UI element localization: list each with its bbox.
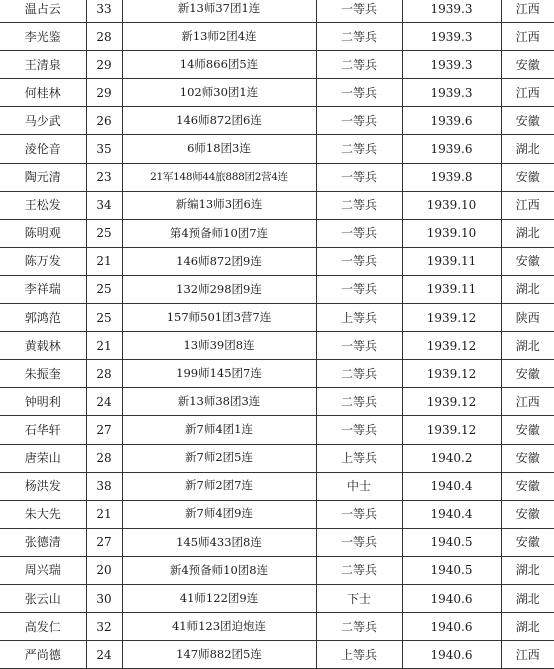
unit-cell: 14师866团5连 — [122, 51, 316, 79]
unit-cell: 157师501团3营7连 — [122, 304, 316, 332]
rank-cell: 二等兵 — [316, 23, 402, 51]
origin-cell: 江西 — [501, 0, 554, 23]
date-cell: 1939.3 — [402, 23, 501, 51]
rank-cell: 二等兵 — [316, 556, 402, 584]
origin-cell: 安徽 — [501, 51, 554, 79]
table-row — [0, 23, 554, 51]
unit-cell: 第4预备师10团7连 — [122, 219, 316, 247]
age-cell: 38 — [86, 472, 122, 500]
date-cell: 1939.12 — [402, 388, 501, 416]
table-row — [0, 556, 554, 584]
date-cell: 1939.11 — [402, 275, 501, 303]
age-cell: 33 — [86, 0, 122, 23]
date-cell: 1940.4 — [402, 500, 501, 528]
origin-cell: 安徽 — [501, 360, 554, 388]
rank-cell: 一等兵 — [316, 416, 402, 444]
date-cell: 1939.10 — [402, 191, 501, 219]
origin-cell: 安徽 — [501, 472, 554, 500]
date-cell: 1939.3 — [402, 0, 501, 23]
table-row — [0, 135, 554, 163]
origin-cell: 湖北 — [501, 135, 554, 163]
name-cell: 温占云 — [0, 0, 86, 23]
origin-cell: 湖北 — [501, 584, 554, 612]
age-cell: 28 — [86, 23, 122, 51]
unit-cell: 新13师2团4连 — [122, 23, 316, 51]
rank-cell: 一等兵 — [316, 500, 402, 528]
name-cell: 石华轩 — [0, 416, 86, 444]
date-cell: 1939.12 — [402, 332, 501, 360]
table-row — [0, 163, 554, 191]
origin-cell: 安徽 — [501, 247, 554, 275]
unit-cell: 146师872团6连 — [122, 107, 316, 135]
unit-cell: 102师30团1连 — [122, 79, 316, 107]
age-cell: 25 — [86, 219, 122, 247]
name-cell: 李祥瑞 — [0, 275, 86, 303]
name-cell: 淩伦音 — [0, 135, 86, 163]
origin-cell: 湖北 — [501, 556, 554, 584]
unit-cell: 新7师2团7连 — [122, 472, 316, 500]
name-cell: 王清泉 — [0, 51, 86, 79]
name-cell: 朱大先 — [0, 500, 86, 528]
age-cell: 24 — [86, 388, 122, 416]
date-cell: 1939.3 — [402, 79, 501, 107]
name-cell: 钟明利 — [0, 388, 86, 416]
table-row — [0, 584, 554, 612]
origin-cell: 陕西 — [501, 304, 554, 332]
rank-cell: 二等兵 — [316, 51, 402, 79]
name-cell: 郭鸿范 — [0, 304, 86, 332]
unit-cell: 6师18团3连 — [122, 135, 316, 163]
name-cell: 杨洪发 — [0, 472, 86, 500]
table-row — [0, 500, 554, 528]
table-row — [0, 388, 554, 416]
rank-cell: 一等兵 — [316, 219, 402, 247]
unit-cell: 新7师4团1连 — [122, 416, 316, 444]
rank-cell: 一等兵 — [316, 163, 402, 191]
table-row — [0, 416, 554, 444]
table-row — [0, 107, 554, 135]
name-cell: 张德清 — [0, 528, 86, 556]
age-cell: 24 — [86, 641, 122, 669]
table-row — [0, 247, 554, 275]
age-cell: 28 — [86, 360, 122, 388]
age-cell: 27 — [86, 528, 122, 556]
origin-cell: 湖北 — [501, 613, 554, 641]
table-row — [0, 444, 554, 472]
origin-cell: 湖北 — [501, 332, 554, 360]
age-cell: 23 — [86, 163, 122, 191]
origin-cell: 江西 — [501, 23, 554, 51]
age-cell: 27 — [86, 416, 122, 444]
age-cell: 28 — [86, 444, 122, 472]
origin-cell: 江西 — [501, 191, 554, 219]
rank-cell: 下士 — [316, 584, 402, 612]
age-cell: 25 — [86, 304, 122, 332]
name-cell: 陈万发 — [0, 247, 86, 275]
name-cell: 严尚德 — [0, 641, 86, 669]
origin-cell: 安徽 — [501, 500, 554, 528]
table-row — [0, 613, 554, 641]
age-cell: 35 — [86, 135, 122, 163]
origin-cell: 安徽 — [501, 528, 554, 556]
date-cell: 1939.6 — [402, 135, 501, 163]
table-row — [0, 304, 554, 332]
age-cell: 32 — [86, 613, 122, 641]
origin-cell: 湖北 — [501, 275, 554, 303]
unit-cell: 新7师4团9连 — [122, 500, 316, 528]
name-cell: 马少武 — [0, 107, 86, 135]
date-cell: 1939.12 — [402, 360, 501, 388]
age-cell: 25 — [86, 275, 122, 303]
origin-cell: 安徽 — [501, 163, 554, 191]
date-cell: 1940.6 — [402, 584, 501, 612]
date-cell: 1939.12 — [402, 304, 501, 332]
date-cell: 1939.10 — [402, 219, 501, 247]
table-row — [0, 219, 554, 247]
date-cell: 1939.12 — [402, 416, 501, 444]
table-row — [0, 191, 554, 219]
date-cell: 1939.11 — [402, 247, 501, 275]
age-cell: 20 — [86, 556, 122, 584]
origin-cell: 江西 — [501, 79, 554, 107]
name-cell: 李光鉴 — [0, 23, 86, 51]
name-cell: 张云山 — [0, 584, 86, 612]
unit-cell: 21军148师44旅888团2营4连 — [122, 163, 316, 191]
date-cell: 1939.6 — [402, 107, 501, 135]
table-row — [0, 472, 554, 500]
table-row — [0, 0, 554, 23]
age-cell: 30 — [86, 584, 122, 612]
table-row — [0, 332, 554, 360]
name-cell: 高发仁 — [0, 613, 86, 641]
date-cell: 1940.2 — [402, 444, 501, 472]
table-row — [0, 360, 554, 388]
unit-cell: 新4预备师10团8连 — [122, 556, 316, 584]
rank-cell: 一等兵 — [316, 528, 402, 556]
unit-cell: 146师872团9连 — [122, 247, 316, 275]
origin-cell: 江西 — [501, 388, 554, 416]
rank-cell: 二等兵 — [316, 613, 402, 641]
rank-cell: 二等兵 — [316, 360, 402, 388]
rank-cell: 一等兵 — [316, 79, 402, 107]
date-cell: 1940.6 — [402, 641, 501, 669]
origin-cell: 湖北 — [501, 219, 554, 247]
table-row — [0, 641, 554, 669]
age-cell: 34 — [86, 191, 122, 219]
unit-cell: 145师433团8连 — [122, 528, 316, 556]
rank-cell: 上等兵 — [316, 304, 402, 332]
date-cell: 1940.6 — [402, 613, 501, 641]
date-cell: 1939.3 — [402, 51, 501, 79]
unit-cell: 41师122团9连 — [122, 584, 316, 612]
origin-cell: 安徽 — [501, 107, 554, 135]
name-cell: 王松发 — [0, 191, 86, 219]
rank-cell: 一等兵 — [316, 332, 402, 360]
unit-cell: 41师123团迫炮连 — [122, 613, 316, 641]
rank-cell: 一等兵 — [316, 247, 402, 275]
unit-cell: 147师882团5连 — [122, 641, 316, 669]
rank-cell: 二等兵 — [316, 388, 402, 416]
rank-cell: 二等兵 — [316, 135, 402, 163]
date-cell: 1939.8 — [402, 163, 501, 191]
date-cell: 1940.5 — [402, 556, 501, 584]
rank-cell: 二等兵 — [316, 191, 402, 219]
rank-cell: 一等兵 — [316, 107, 402, 135]
table-row — [0, 51, 554, 79]
unit-cell: 新7师2团5连 — [122, 444, 316, 472]
unit-cell: 199师145团7连 — [122, 360, 316, 388]
name-cell: 陈明观 — [0, 219, 86, 247]
unit-cell: 新编13师3团6连 — [122, 191, 316, 219]
age-cell: 21 — [86, 332, 122, 360]
age-cell: 21 — [86, 500, 122, 528]
rank-cell: 上等兵 — [316, 641, 402, 669]
date-cell: 1940.4 — [402, 472, 501, 500]
rank-cell: 上等兵 — [316, 444, 402, 472]
origin-cell: 安徽 — [501, 416, 554, 444]
name-cell: 朱振奎 — [0, 360, 86, 388]
table-row — [0, 79, 554, 107]
table-row — [0, 275, 554, 303]
date-cell: 1940.5 — [402, 528, 501, 556]
name-cell: 唐荣山 — [0, 444, 86, 472]
name-cell: 黄载林 — [0, 332, 86, 360]
name-cell: 何桂林 — [0, 79, 86, 107]
age-cell: 29 — [86, 51, 122, 79]
unit-cell: 132师298团9连 — [122, 275, 316, 303]
origin-cell: 安徽 — [501, 444, 554, 472]
table-row — [0, 528, 554, 556]
rank-cell: 一等兵 — [316, 0, 402, 23]
age-cell: 21 — [86, 247, 122, 275]
age-cell: 26 — [86, 107, 122, 135]
unit-cell: 新13师37团1连 — [122, 0, 316, 23]
name-cell: 陶元清 — [0, 163, 86, 191]
rank-cell: 中士 — [316, 472, 402, 500]
age-cell: 29 — [86, 79, 122, 107]
origin-cell: 江西 — [501, 641, 554, 669]
rank-cell: 一等兵 — [316, 275, 402, 303]
unit-cell: 新13师38团3连 — [122, 388, 316, 416]
unit-cell: 13师39团8连 — [122, 332, 316, 360]
name-cell: 周兴瑞 — [0, 556, 86, 584]
